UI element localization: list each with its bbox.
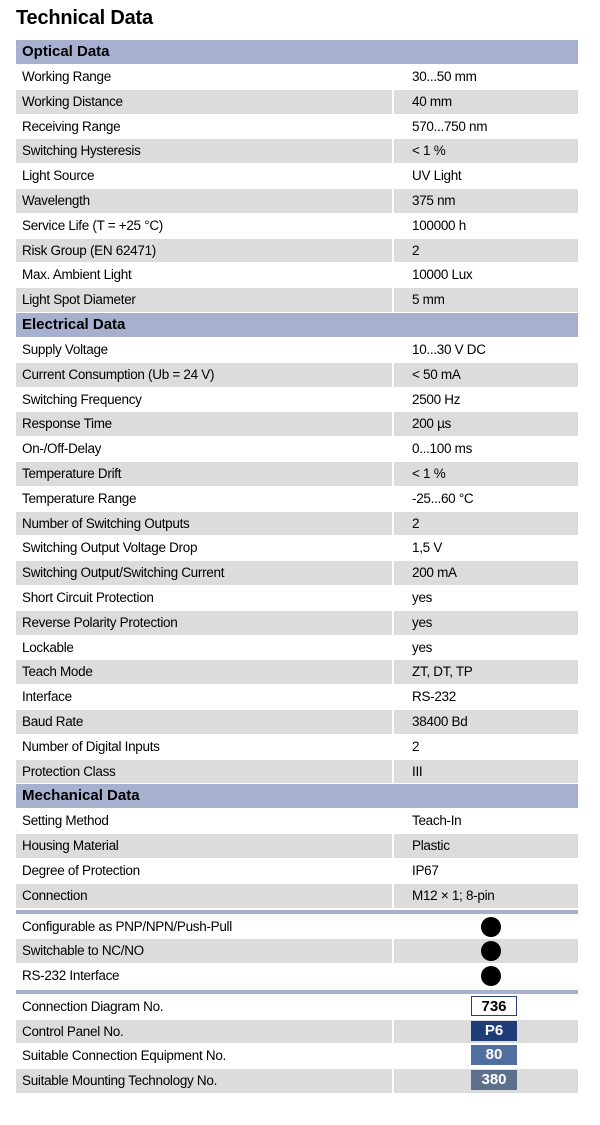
row-label: Switching Frequency [22,391,142,407]
table-row [16,586,578,610]
row-value [394,995,578,1019]
row-label: RS-232 Interface [22,968,120,984]
section-optical-rows [16,65,578,312]
table-row [16,859,578,883]
row-label: Max. Ambient Light [22,267,132,283]
row-value [394,964,578,988]
reference-row [16,1020,578,1044]
table-row [16,139,578,163]
row-value: < 50 mA [394,363,578,387]
table-row [16,437,578,461]
table-row [16,462,578,486]
section-heading-electrical: Electrical Data [16,313,578,337]
table-row [16,115,578,139]
table-row [16,685,578,709]
row-label: Light Source [22,168,95,184]
row-value: RS-232 [412,689,456,705]
page-title: Technical Data [16,7,153,29]
row-label: Number of Switching Outputs [16,512,392,536]
row-label: Working Distance [16,90,392,114]
table-row [16,338,578,362]
row-label: Switching Hysteresis [16,139,392,163]
row-label: Switching Output Voltage Drop [22,540,198,556]
table-row [16,263,578,287]
row-label: Suitable Mounting Technology No. [16,1069,392,1093]
row-value: ZT, DT, TP [394,660,578,684]
row-value: yes [412,589,433,605]
filled-circle-icon [481,966,501,986]
row-label: Switchable to NC/NO [16,939,392,963]
row-label: Lockable [22,639,74,655]
table-row [16,884,578,908]
row-label: Response Time [16,412,392,436]
reference-row [16,995,578,1019]
row-label: Short Circuit Protection [22,589,154,605]
table-row [16,65,578,89]
row-label: Receiving Range [22,118,121,134]
section-electrical-rows [16,338,578,783]
row-label: Temperature Range [22,490,137,506]
row-value: 2500 Hz [412,391,461,407]
row-value: yes [412,639,433,655]
table-row [16,239,578,263]
reference-rows [16,995,578,1093]
row-value: 375 nm [394,189,578,213]
row-label: Risk Group (EN 62471) [16,239,392,263]
filled-circle-icon [481,941,501,961]
row-value: < 1 % [394,139,578,163]
row-label: Setting Method [22,813,109,829]
row-label: Reverse Polarity Protection [16,611,392,635]
reference-number-badge: 380 [471,1070,517,1090]
table-row [16,388,578,412]
section-mechanical-rows [16,809,578,907]
row-value: 200 mA [394,561,578,585]
row-value [394,1069,578,1093]
row-label: Number of Digital Inputs [22,738,160,754]
row-label: Switching Output/Switching Current [16,561,392,585]
row-label: Supply Voltage [22,341,108,357]
technical-data-table [16,39,578,1093]
row-value: 30...50 mm [412,69,477,84]
row-value: 5 mm [394,288,578,312]
table-row [16,636,578,660]
table-row [16,735,578,759]
row-value: UV Light [412,168,462,184]
section-heading-mechanical: Mechanical Data [16,784,578,808]
row-label: Housing Material [16,834,392,858]
row-label: Control Panel No. [16,1020,392,1044]
section-divider [16,990,578,994]
row-label: Working Range [22,69,111,84]
row-label: On-/Off-Delay [22,441,102,457]
row-value: < 1 % [394,462,578,486]
row-value [394,939,578,963]
table-row [16,189,578,213]
row-label: Light Spot Diameter [16,288,392,312]
row-label: Service Life (T = +25 °C) [22,217,163,233]
row-label: Interface [22,689,72,705]
reference-row [16,1044,578,1068]
table-row [16,809,578,833]
reference-number-badge: 736 [471,996,517,1016]
table-row [16,214,578,238]
row-label: Connection [16,884,392,908]
row-value: yes [394,611,578,635]
table-row [16,90,578,114]
row-label: Degree of Protection [22,862,140,878]
row-label: Baud Rate [16,710,392,734]
table-row [16,760,578,784]
row-label: Connection Diagram No. [22,998,164,1014]
table-row [16,536,578,560]
row-value: 2 [394,239,578,263]
row-value: 1,5 V [412,540,443,556]
feature-rows [16,915,578,988]
row-value [394,1020,578,1044]
reference-number-badge: P6 [471,1021,517,1041]
row-value: III [394,760,578,784]
table-row [16,288,578,312]
row-value: Teach-In [412,813,462,829]
feature-row [16,939,578,963]
section-heading-optical: Optical Data [16,40,578,64]
reference-number-badge: 80 [471,1045,517,1065]
table-row [16,611,578,635]
row-value: 200 µs [394,412,578,436]
row-value: M12 × 1; 8-pin [394,884,578,908]
row-value: Plastic [394,834,578,858]
table-row [16,412,578,436]
row-label: Protection Class [16,760,392,784]
table-row [16,363,578,387]
row-value: 2 [412,738,420,754]
table-row [16,660,578,684]
table-row [16,710,578,734]
table-row [16,512,578,536]
row-value: 100000 h [412,217,466,233]
row-value [394,1044,578,1068]
table-row [16,561,578,585]
feature-row [16,915,578,939]
row-value [394,915,578,939]
row-label: Temperature Drift [16,462,392,486]
row-label: Wavelength [16,189,392,213]
row-value: 0...100 ms [412,441,473,457]
section-divider [16,910,578,914]
table-row [16,834,578,858]
row-value: IP67 [412,862,439,878]
table-row [16,164,578,188]
reference-row [16,1069,578,1093]
row-label: Teach Mode [16,660,392,684]
row-value: 40 mm [394,90,578,114]
row-value: 2 [394,512,578,536]
row-label: Current Consumption (Ub = 24 V) [16,363,392,387]
filled-circle-icon [481,917,501,937]
row-value: 570...750 nm [412,118,488,134]
row-value: 10...30 V DC [412,341,486,357]
table-row [16,487,578,511]
row-label: Suitable Connection Equipment No. [22,1048,226,1064]
row-value: -25...60 °C [412,490,474,506]
row-value: 38400 Bd [394,710,578,734]
row-label: Configurable as PNP/NPN/Push-Pull [22,918,232,934]
feature-row [16,964,578,988]
row-value: 10000 Lux [412,267,473,283]
